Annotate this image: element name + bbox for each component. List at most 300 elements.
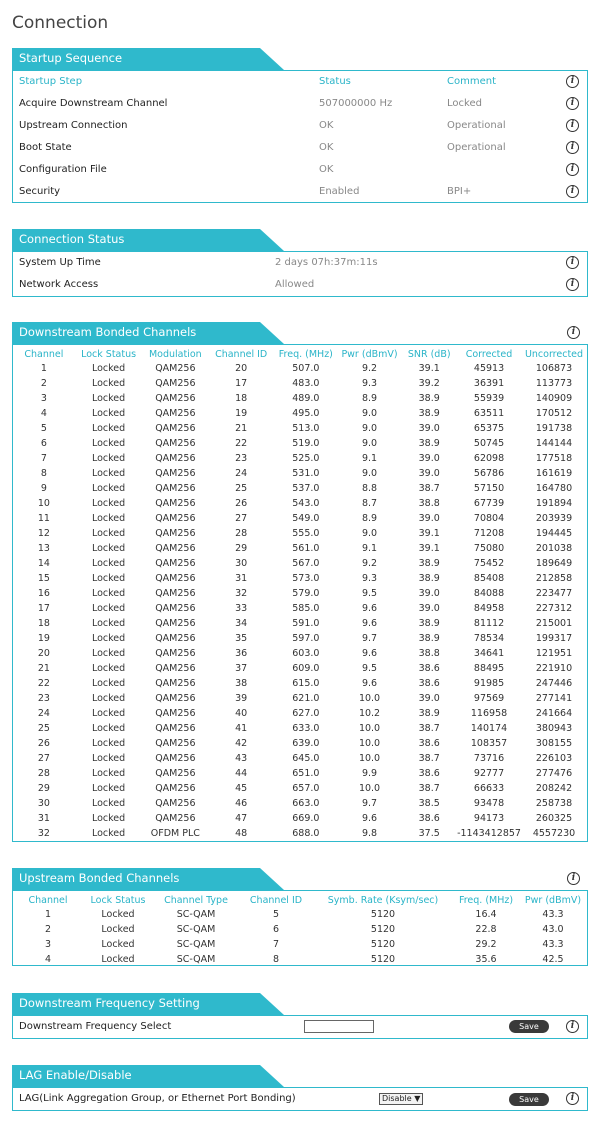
table-cell: 24 <box>37 708 50 719</box>
table-row <box>13 481 587 496</box>
table-cell: 25 <box>37 723 50 734</box>
table-cell: QAM256 <box>155 633 196 644</box>
table-cell: 38.9 <box>418 633 440 644</box>
table-cell: 44 <box>235 768 248 779</box>
startup-step: Security <box>19 186 61 197</box>
table-cell: 17 <box>37 603 50 614</box>
upstream-table-box <box>12 890 588 966</box>
table-cell: 177518 <box>535 453 573 464</box>
table-cell: 43 <box>235 753 248 764</box>
status-label: Network Access <box>19 279 99 290</box>
table-cell: 241664 <box>535 708 573 719</box>
table-cell: 39.1 <box>418 363 440 374</box>
table-cell: 38.8 <box>418 648 440 659</box>
table-cell: 36391 <box>473 378 505 389</box>
table-cell: 212858 <box>535 573 573 584</box>
table-cell: 519.0 <box>292 438 320 449</box>
table-cell: 50745 <box>473 438 505 449</box>
table-cell: 561.0 <box>292 543 320 554</box>
table-cell: 28 <box>37 768 50 779</box>
chevron-down-icon: ▼ <box>414 1094 421 1103</box>
lag-select-value: Disable <box>382 1094 412 1103</box>
table-cell: 8.7 <box>361 498 378 509</box>
table-cell: 6 <box>40 438 47 449</box>
lag-select[interactable] <box>379 1093 423 1105</box>
table-cell: QAM256 <box>155 693 196 704</box>
info-icon[interactable]: i <box>566 1092 579 1105</box>
table-cell: QAM256 <box>155 603 196 614</box>
column-header: SNR (dB) <box>407 348 451 360</box>
table-cell: 9.2 <box>361 558 378 569</box>
table-cell: Locked <box>91 678 126 689</box>
table-row <box>13 691 587 706</box>
table-row <box>13 391 587 406</box>
table-cell: 18 <box>37 618 50 629</box>
table-cell: 88495 <box>473 663 505 674</box>
table-cell: 38.9 <box>418 573 440 584</box>
column-header: Channel ID <box>249 894 303 906</box>
table-cell: 585.0 <box>292 603 320 614</box>
table-cell: 8.8 <box>361 483 378 494</box>
table-row <box>13 706 587 721</box>
table-cell: -1143412857 <box>457 828 521 839</box>
table-cell: 39.0 <box>418 588 440 599</box>
table-cell: 26 <box>235 498 248 509</box>
table-cell: 688.0 <box>292 828 320 839</box>
column-header: Freq. (MHz) <box>458 894 514 906</box>
table-cell: 555.0 <box>292 528 320 539</box>
table-cell: 4 <box>44 954 52 965</box>
table-cell: Locked <box>101 909 135 920</box>
info-icon[interactable]: i <box>566 119 579 132</box>
table-cell: 38.9 <box>418 708 440 719</box>
table-cell: 81112 <box>473 618 505 629</box>
table-cell: Locked <box>91 423 126 434</box>
table-cell: 1 <box>44 909 52 920</box>
table-cell: QAM256 <box>155 768 196 779</box>
table-row <box>13 661 587 676</box>
table-cell: 63511 <box>473 408 505 419</box>
table-cell: QAM256 <box>155 468 196 479</box>
table-cell: 9.6 <box>361 618 378 629</box>
table-cell: 223477 <box>535 588 573 599</box>
table-cell: 39.0 <box>418 603 440 614</box>
save-button[interactable]: Save <box>509 1093 549 1106</box>
table-cell: 8 <box>272 954 280 965</box>
table-cell: QAM256 <box>155 708 196 719</box>
table-cell: 9.0 <box>361 438 378 449</box>
table-cell: 39.0 <box>418 468 440 479</box>
table-cell: 669.0 <box>292 813 320 824</box>
table-cell: OFDM PLC <box>150 828 200 839</box>
freq-select-label: Downstream Frequency Select <box>19 1021 172 1032</box>
section-tab <box>12 993 588 1015</box>
info-icon[interactable]: i <box>566 185 579 198</box>
table-cell: 75080 <box>473 543 505 554</box>
table-row <box>13 952 587 967</box>
table-cell: 161619 <box>535 468 573 479</box>
table-row <box>13 541 587 556</box>
table-cell: 38.8 <box>418 498 440 509</box>
table-cell: QAM256 <box>155 618 196 629</box>
table-cell: 9.8 <box>361 828 378 839</box>
table-cell: 260325 <box>535 813 573 824</box>
table-cell: Locked <box>91 648 126 659</box>
table-cell: 663.0 <box>292 798 320 809</box>
table-cell: 19 <box>235 408 248 419</box>
column-header: Uncorrected <box>524 348 584 360</box>
table-cell: 32 <box>235 588 248 599</box>
table-cell: 43.0 <box>542 924 564 935</box>
column-header: Channel ID <box>215 348 268 360</box>
table-cell: Locked <box>91 528 126 539</box>
table-row <box>13 796 587 811</box>
table-cell: QAM256 <box>155 408 196 419</box>
section-tab <box>12 229 588 251</box>
table-cell: 9.0 <box>361 528 378 539</box>
table-cell: 9.6 <box>361 813 378 824</box>
table-cell: 38.6 <box>418 663 440 674</box>
table-cell: 2 <box>44 924 52 935</box>
table-cell: 57150 <box>473 483 505 494</box>
table-cell: 10.0 <box>358 783 381 794</box>
table-cell: 5 <box>272 909 280 920</box>
table-cell: 39.1 <box>418 528 440 539</box>
table-cell: 9.3 <box>361 573 378 584</box>
column-header: Channel <box>28 894 68 906</box>
info-icon[interactable]: i <box>566 141 579 154</box>
table-cell: 9.7 <box>361 633 378 644</box>
table-cell: 609.0 <box>292 663 320 674</box>
table-cell: 7 <box>272 939 280 950</box>
table-row <box>13 586 587 601</box>
table-cell: 22 <box>37 678 50 689</box>
startup-status: OK <box>319 164 334 175</box>
table-cell: 16.4 <box>475 909 497 920</box>
table-cell: 9.9 <box>361 768 378 779</box>
freq-setting-section <box>12 993 588 1039</box>
table-cell: Locked <box>91 768 126 779</box>
table-cell: 70804 <box>473 513 505 524</box>
status-value: Allowed <box>275 279 315 290</box>
table-cell: 38.9 <box>418 408 440 419</box>
table-row <box>13 616 587 631</box>
table-cell: QAM256 <box>155 528 196 539</box>
table-cell: 170512 <box>535 408 573 419</box>
table-cell: 34 <box>235 618 248 629</box>
table-cell: 45 <box>235 783 248 794</box>
table-cell: Locked <box>91 753 126 764</box>
info-icon[interactable]: i <box>566 163 579 176</box>
table-cell: 380943 <box>535 723 573 734</box>
table-cell: 84958 <box>473 603 505 614</box>
table-cell: 62098 <box>473 453 505 464</box>
table-cell: 33 <box>235 603 248 614</box>
table-cell: Locked <box>91 438 126 449</box>
table-cell: 38 <box>235 678 248 689</box>
info-icon[interactable]: i <box>567 326 580 339</box>
table-cell: 21 <box>37 663 50 674</box>
table-cell: 28 <box>235 528 248 539</box>
table-cell: 42.5 <box>542 954 564 965</box>
table-cell: 67739 <box>473 498 505 509</box>
table-cell: QAM256 <box>155 723 196 734</box>
table-cell: 23 <box>235 453 248 464</box>
table-cell: 277476 <box>535 768 573 779</box>
startup-status: 507000000 Hz <box>319 98 393 109</box>
table-cell: Locked <box>91 513 126 524</box>
table-cell: Locked <box>91 498 126 509</box>
table-cell: QAM256 <box>155 483 196 494</box>
table-cell: Locked <box>91 393 126 404</box>
table-cell: Locked <box>91 573 126 584</box>
table-cell: 37 <box>235 663 248 674</box>
table-cell: 489.0 <box>292 393 320 404</box>
table-header-row <box>13 893 587 907</box>
startup-status: OK <box>319 142 334 153</box>
table-cell: 191738 <box>535 423 573 434</box>
table-cell: 15 <box>37 573 50 584</box>
section-title: Downstream Bonded Channels <box>19 325 197 339</box>
table-cell: Locked <box>91 723 126 734</box>
table-cell: 573.0 <box>292 573 320 584</box>
table-cell: 8.9 <box>361 393 378 404</box>
lag-row <box>13 1088 587 1110</box>
table-cell: 45913 <box>473 363 505 374</box>
table-row <box>13 421 587 436</box>
table-cell: QAM256 <box>155 573 196 584</box>
table-cell: Locked <box>91 633 126 644</box>
table-cell: 38.9 <box>418 438 440 449</box>
table-cell: QAM256 <box>155 453 196 464</box>
table-cell: QAM256 <box>155 663 196 674</box>
table-cell: 39.0 <box>418 453 440 464</box>
section-tab <box>12 322 588 344</box>
table-cell: 27 <box>37 753 50 764</box>
column-header: Pwr (dBmV) <box>524 894 582 906</box>
column-header: Symb. Rate (Ksym/sec) <box>327 894 439 906</box>
table-cell: 113773 <box>535 378 573 389</box>
downstream-table <box>13 347 587 841</box>
table-cell: 39 <box>235 693 248 704</box>
table-cell: Locked <box>91 588 126 599</box>
table-cell: 3 <box>44 939 52 950</box>
table-row <box>13 496 587 511</box>
table-cell: 26 <box>37 738 50 749</box>
table-cell: 91985 <box>473 678 505 689</box>
table-cell: 29 <box>37 783 50 794</box>
table-cell: Locked <box>101 954 135 965</box>
table-cell: 29 <box>235 543 248 554</box>
table-cell: 40 <box>235 708 248 719</box>
table-cell: 35.6 <box>475 954 497 965</box>
table-cell: 2 <box>40 378 47 389</box>
column-header: Corrected <box>465 348 513 360</box>
table-cell: 17 <box>235 378 248 389</box>
table-cell: 38.7 <box>418 753 440 764</box>
table-cell: 4 <box>40 408 47 419</box>
table-cell: 4557230 <box>532 828 576 839</box>
table-cell: 603.0 <box>292 648 320 659</box>
table-row <box>13 376 587 391</box>
table-cell: Locked <box>91 798 126 809</box>
table-cell: 9.0 <box>361 468 378 479</box>
table-cell: 14 <box>37 558 50 569</box>
table-cell: 10.0 <box>358 693 381 704</box>
table-cell: 92777 <box>473 768 505 779</box>
table-cell: 38.9 <box>418 558 440 569</box>
section-title: Upstream Bonded Channels <box>19 871 180 885</box>
table-cell: 639.0 <box>292 738 320 749</box>
table-cell: Locked <box>91 828 126 839</box>
table-cell: Locked <box>91 378 126 389</box>
table-cell: 121951 <box>535 648 573 659</box>
table-cell: 56786 <box>473 468 505 479</box>
table-cell: QAM256 <box>155 513 196 524</box>
table-cell: 277141 <box>535 693 573 704</box>
table-cell: 108357 <box>470 738 508 749</box>
table-row <box>13 922 587 937</box>
table-cell: 189649 <box>535 558 573 569</box>
table-row <box>13 252 587 274</box>
table-cell: 579.0 <box>292 588 320 599</box>
save-button[interactable]: Save <box>509 1020 549 1033</box>
table-cell: 10.0 <box>358 723 381 734</box>
table-cell: 615.0 <box>292 678 320 689</box>
startup-step: Acquire Downstream Channel <box>19 98 168 109</box>
table-row <box>13 826 587 841</box>
table-cell: Locked <box>91 483 126 494</box>
table-cell: 226103 <box>535 753 573 764</box>
table-cell: Locked <box>91 453 126 464</box>
table-cell: 38.6 <box>418 768 440 779</box>
table-cell: QAM256 <box>155 813 196 824</box>
table-cell: 191894 <box>535 498 573 509</box>
table-cell: 645.0 <box>292 753 320 764</box>
table-cell: Locked <box>91 663 126 674</box>
table-cell: 221910 <box>535 663 573 674</box>
frequency-input[interactable] <box>304 1020 374 1033</box>
table-row <box>13 137 587 159</box>
table-cell: 567.0 <box>292 558 320 569</box>
info-icon[interactable]: i <box>566 1020 579 1033</box>
table-cell: 39.2 <box>418 378 440 389</box>
table-cell: 12 <box>37 528 50 539</box>
table-cell: 140174 <box>470 723 508 734</box>
table-cell: 106873 <box>535 363 573 374</box>
table-cell: 38.6 <box>418 813 440 824</box>
table-cell: 38.7 <box>418 483 440 494</box>
table-cell: 29.2 <box>475 939 497 950</box>
startup-comment: BPI+ <box>447 186 472 197</box>
startup-comment: Locked <box>447 98 482 109</box>
table-cell: 39.1 <box>418 543 440 554</box>
table-cell: 38.7 <box>418 723 440 734</box>
startup-step: Upstream Connection <box>19 120 128 131</box>
table-cell: 10.0 <box>358 738 381 749</box>
table-cell: 16 <box>37 588 50 599</box>
table-cell: 18 <box>235 393 248 404</box>
column-header-comment: Comment <box>447 76 496 87</box>
info-icon[interactable]: i <box>567 872 580 885</box>
lag-box <box>12 1087 588 1111</box>
column-header: Lock Status <box>90 894 146 906</box>
info-icon[interactable]: i <box>566 278 579 291</box>
page-title: Connection <box>12 13 109 33</box>
column-header-step: Startup Step <box>19 76 83 87</box>
startup-comment: Operational <box>447 142 506 153</box>
table-cell: 30 <box>235 558 248 569</box>
section-tab <box>12 48 588 70</box>
table-cell: 227312 <box>535 603 573 614</box>
table-cell: 215001 <box>535 618 573 629</box>
table-cell: 3 <box>40 393 47 404</box>
table-cell: 38.9 <box>418 618 440 629</box>
table-cell: 22.8 <box>475 924 497 935</box>
column-header: Modulation <box>148 348 202 360</box>
table-cell: QAM256 <box>155 783 196 794</box>
table-cell: 21 <box>235 423 248 434</box>
table-cell: 194445 <box>535 528 573 539</box>
table-cell: 31 <box>235 573 248 584</box>
table-row <box>13 436 587 451</box>
table-cell: 6 <box>272 924 280 935</box>
table-cell: 38.9 <box>418 393 440 404</box>
table-row <box>13 781 587 796</box>
lag-label: LAG(Link Aggregation Group, or Ethernet Port Bonding) <box>19 1093 296 1104</box>
table-row <box>13 466 587 481</box>
section-title: Startup Sequence <box>19 51 123 65</box>
section-title: Downstream Frequency Setting <box>19 996 200 1010</box>
table-cell: 42 <box>235 738 248 749</box>
info-icon[interactable]: i <box>566 256 579 269</box>
table-cell: 75452 <box>473 558 505 569</box>
table-cell: 9.2 <box>361 363 378 374</box>
table-cell: 66633 <box>473 783 505 794</box>
table-cell: 31 <box>37 813 50 824</box>
section-tab <box>12 1065 588 1087</box>
table-cell: 1 <box>40 363 47 374</box>
table-cell: 199317 <box>535 633 573 644</box>
table-cell: 5 <box>40 423 47 434</box>
table-cell: 39.0 <box>418 693 440 704</box>
table-cell: 65375 <box>473 423 505 434</box>
info-icon[interactable]: i <box>566 97 579 110</box>
table-cell: 47 <box>235 813 248 824</box>
table-cell: 507.0 <box>292 363 320 374</box>
table-cell: 549.0 <box>292 513 320 524</box>
table-cell: 30 <box>37 798 50 809</box>
connection-status-section <box>12 229 588 297</box>
startup-sequence-section <box>12 48 588 203</box>
table-row <box>13 451 587 466</box>
table-row <box>13 766 587 781</box>
column-header: Channel <box>24 348 64 360</box>
table-cell: 495.0 <box>292 408 320 419</box>
freq-setting-box <box>12 1015 588 1039</box>
table-cell: 627.0 <box>292 708 320 719</box>
table-cell: Locked <box>91 603 126 614</box>
info-icon[interactable]: i <box>566 75 579 88</box>
startup-comment: Operational <box>447 120 506 131</box>
table-cell: 11 <box>37 513 50 524</box>
table-cell: 55939 <box>473 393 505 404</box>
table-header-row <box>13 71 587 93</box>
table-cell: 25 <box>235 483 248 494</box>
table-cell: 97569 <box>473 693 505 704</box>
status-value: 2 days 07h:37m:11s <box>275 257 378 268</box>
table-cell: 20 <box>235 363 248 374</box>
